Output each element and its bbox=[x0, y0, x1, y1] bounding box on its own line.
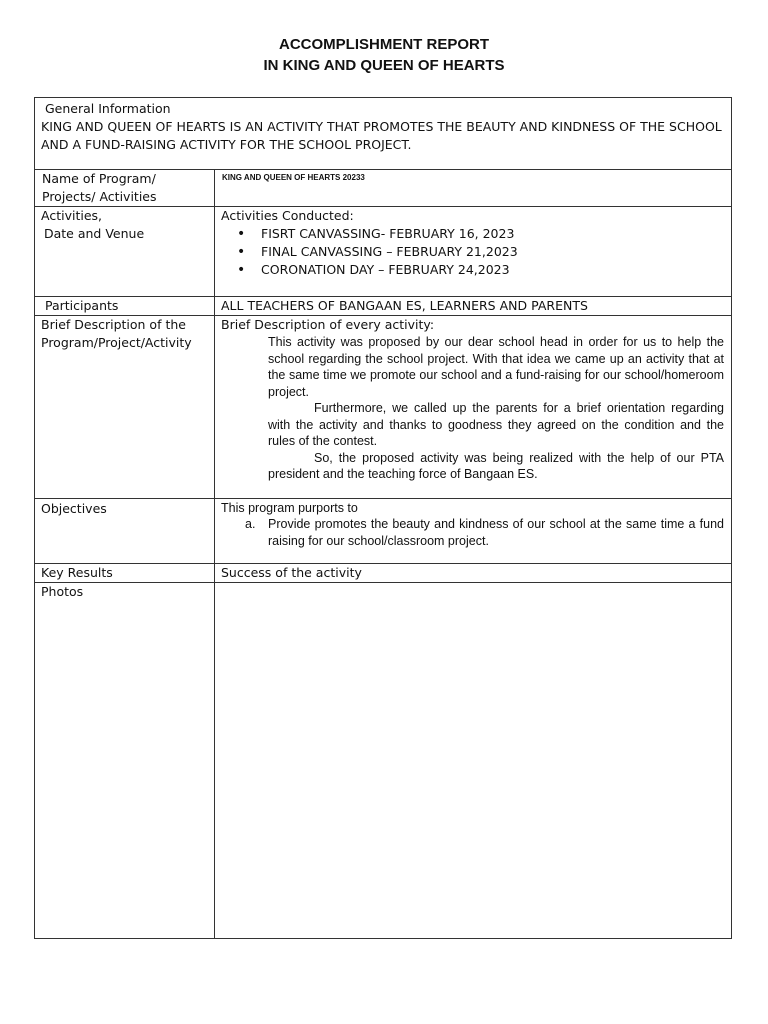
description-row bbox=[35, 316, 732, 499]
report-subtitle: IN KING AND QUEEN OF HEARTS bbox=[263, 57, 505, 74]
participants-label: Participants bbox=[45, 298, 119, 313]
participants-value-cell bbox=[215, 297, 732, 316]
general-information-cell bbox=[35, 98, 732, 170]
objectives-label-cell bbox=[35, 499, 215, 564]
photos-label: Photos bbox=[41, 584, 84, 599]
activity-item: • CORONATION DAY – FEBRUARY 24,2023 bbox=[261, 261, 731, 279]
key-results-label: Key Results bbox=[41, 565, 113, 580]
description-value-cell bbox=[215, 316, 732, 499]
key-results-label-cell bbox=[35, 564, 215, 583]
program-name-label-line1: Name of Program/ bbox=[42, 171, 156, 186]
program-name-label-line2: Projects/ Activities bbox=[42, 189, 157, 204]
report-title: ACCOMPLISHMENT REPORT bbox=[279, 36, 489, 53]
program-name-label-cell bbox=[35, 170, 215, 207]
activity-item: • FINAL CANVASSING – FEBRUARY 21,2023 bbox=[261, 243, 731, 261]
general-information-label: General Information bbox=[45, 101, 171, 116]
key-results-value: Success of the activity bbox=[221, 565, 362, 580]
objectives-value-cell bbox=[215, 499, 732, 564]
activities-label-line1: Activities, bbox=[41, 208, 102, 223]
activities-list bbox=[215, 225, 731, 279]
description-label: Brief Description of the Program/Project/Activity bbox=[41, 317, 192, 350]
activities-row bbox=[35, 207, 732, 297]
objectives-row bbox=[35, 499, 732, 564]
participants-value: ALL TEACHERS OF BANGAAN ES, LEARNERS AND PARENTS bbox=[221, 298, 588, 313]
objective-text: Provide promotes the beauty and kindness of our school at the same time a fund raising for our school/classroom project. bbox=[268, 517, 724, 548]
activity-item: • FISRT CANVASSING- FEBRUARY 16, 2023 bbox=[261, 225, 731, 243]
program-name-value-cell bbox=[215, 170, 732, 207]
activities-heading: Activities Conducted: bbox=[221, 208, 354, 223]
activities-label-line2: Date and Venue bbox=[44, 226, 145, 241]
objective-marker: a. bbox=[245, 517, 256, 531]
general-information-text: KING AND QUEEN OF HEARTS IS AN ACTIVITY THAT PROMOTES THE BEAUTY AND KINDNESS OF THE SCHOOL AND A FUND-RAISING ACTIVITY FOR THE SCHOOL PROJECT. bbox=[41, 119, 722, 152]
description-label-cell bbox=[35, 316, 215, 499]
photos-area bbox=[215, 583, 732, 939]
program-name-row bbox=[35, 170, 732, 207]
general-information-row bbox=[35, 98, 732, 170]
photos-label-cell bbox=[35, 583, 215, 939]
description-heading: Brief Description of every activity: bbox=[221, 317, 435, 332]
objectives-heading: This program purports to bbox=[221, 501, 358, 515]
key-results-row bbox=[35, 564, 732, 583]
objective-item bbox=[215, 516, 731, 549]
activities-value-cell bbox=[215, 207, 732, 297]
activities-label-cell bbox=[35, 207, 215, 297]
participants-label-cell bbox=[35, 297, 215, 316]
report-table bbox=[34, 97, 732, 939]
key-results-value-cell bbox=[215, 564, 732, 583]
description-paragraph: So, the proposed activity was being realized with the help of our PTA president and the teaching force of Bangaan ES. bbox=[268, 450, 724, 481]
description-paragraph: Furthermore, we called up the parents for a brief orientation regarding with the activity and thanks to goodness they agreed on the condition and the rules of the contest. bbox=[268, 401, 724, 448]
participants-row bbox=[35, 297, 732, 316]
photos-row bbox=[35, 583, 732, 939]
objectives-label: Objectives bbox=[41, 501, 107, 516]
program-name-value: KING AND QUEEN OF HEARTS 20233 bbox=[222, 173, 365, 182]
description-paragraph: This activity was proposed by our dear school head in order for us to help the school regarding the school project. With that idea we came up an activity that at the same time we promote our school and a fund-raising for our school/homeroom project. bbox=[268, 335, 724, 399]
